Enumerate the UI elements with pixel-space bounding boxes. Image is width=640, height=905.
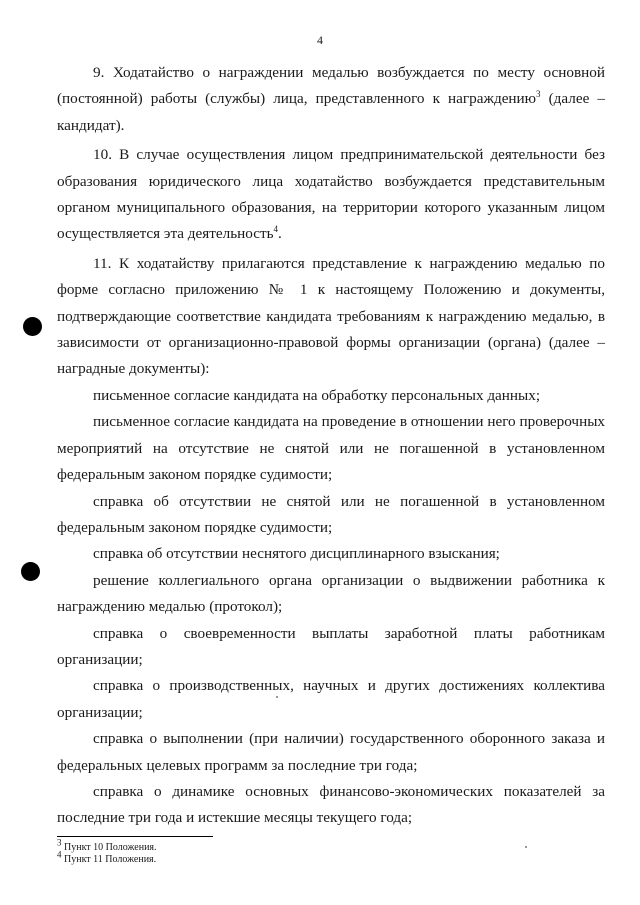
list-item-financial-dynamics-certificate: справка о динамике основных финансово-экономических показателей за последние три года и истекшие месяцы текущего года; bbox=[57, 782, 605, 827]
list-item-consent-checks: письменное согласие кандидата на проведение в отношении него проверочных мероприятий на отсутствие не снятой или не погашенной в установленном федеральным законом порядке судимости; bbox=[57, 413, 605, 484]
paragraph-item-10: 10. В случае осуществления лицом предпринимательской деятельности без образования юридического лица ходатайство возбуждается представительным органом муниципального образования, на территории которого указанным лицом осуществляется эта деятельность$^4$. bbox=[57, 146, 605, 243]
paragraph-item-9: 9. Ходатайство о награждении медалью возбуждается по месту основной (постоянной) работы (службы) лица, представленного к награждению$^3$ (далее – кандидат). bbox=[57, 64, 605, 134]
list-item-collegial-decision: решение коллегиального органа организации о выдвижении работника к награждению медалью (протокол); bbox=[57, 571, 605, 616]
footnote-ref: 4 bbox=[273, 224, 279, 235]
footnote-3: $^3$ Пункт 10 Положения. bbox=[57, 837, 157, 853]
page-number: 4 bbox=[317, 33, 323, 47]
list-item-achievements-certificate: справка о производственных, научных и других достижениях коллектива организации; bbox=[57, 677, 605, 721]
scan-speck bbox=[276, 696, 278, 698]
list-item-consent-personal-data: письменное согласие кандидата на обработку персональных данных; bbox=[93, 386, 541, 404]
list-item-salary-certificate: справка о своевременности выплаты заработной платы работникам организации; bbox=[57, 624, 605, 668]
paragraph-item-11: 11. К ходатайству прилагаются представление к награждению медалью по форме согласно приложению № 1 к настоящему Положению и документы, подтверждающие соответствие кандидата требованиям к награждению медалью, в зависимости от организационно-правовой формы организации (органа) (далее – наградные документы): bbox=[57, 254, 605, 378]
list-item-criminal-record-certificate: справка об отсутствии не снятой или не погашенной в установленном федеральным законом порядке судимости; bbox=[57, 492, 605, 536]
list-item-disciplinary-certificate: справка об отсутствии неснятого дисциплинарного взыскания; bbox=[93, 545, 500, 563]
footnotes bbox=[57, 837, 157, 866]
binder-hole-mark bbox=[21, 562, 40, 581]
footnote-ref: 3 bbox=[536, 89, 541, 100]
list-item-defense-order-certificate: справка о выполнении (при наличии) государственного оборонного заказа и федеральных целевых программ за последние три года; bbox=[57, 730, 605, 774]
binder-hole-mark bbox=[23, 317, 42, 336]
footnote-separator bbox=[57, 836, 213, 837]
footnote-4: $^4$ Пункт 11 Положения. bbox=[57, 849, 157, 865]
scan-speck bbox=[525, 846, 527, 848]
document-body bbox=[57, 60, 605, 832]
